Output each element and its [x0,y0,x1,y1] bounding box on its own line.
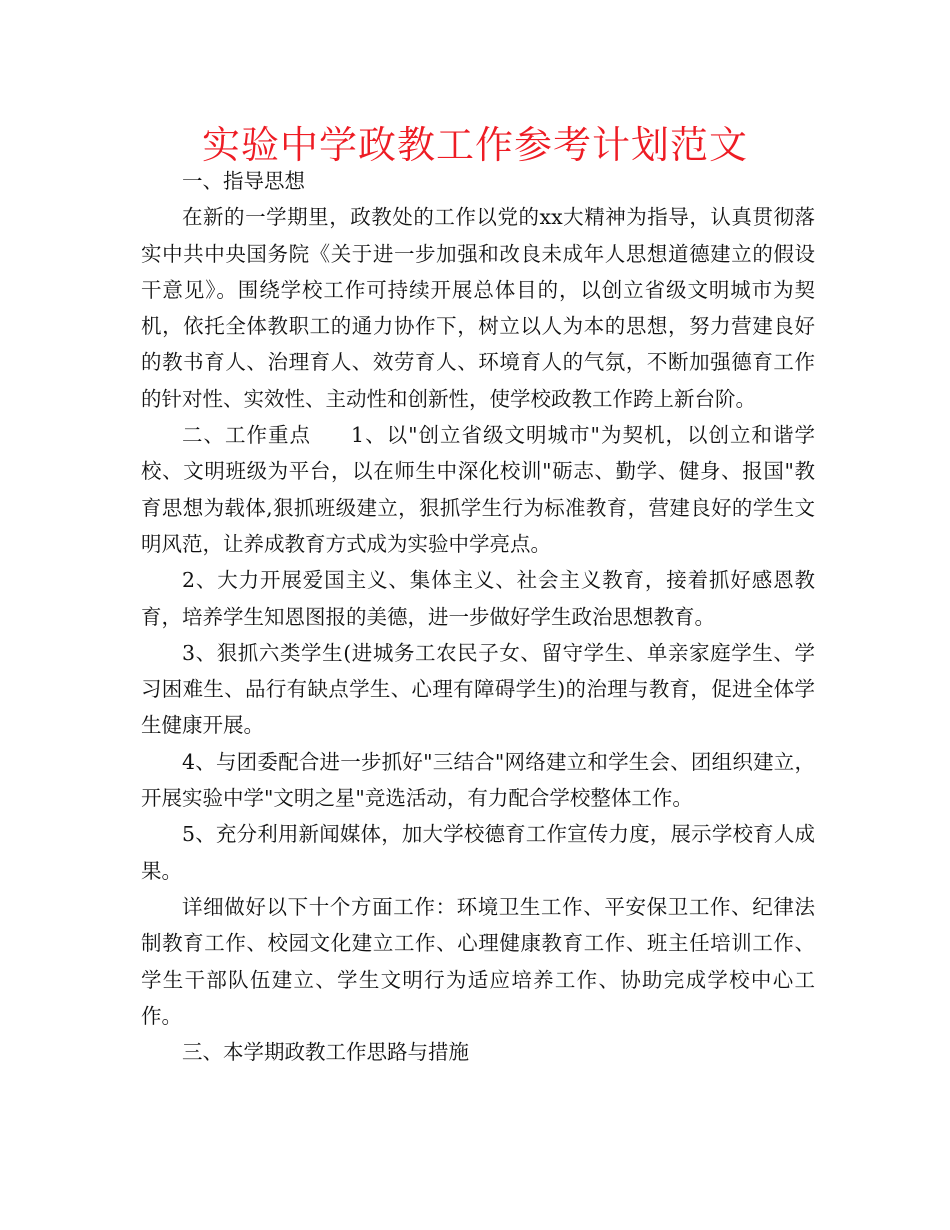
paragraph-key-work-4: 4、与团委配合进一步抓好"三结合"网络建立和学生会、团组织建立，开展实验中学"文明之星"竞选活动，有力配合学校整体工作。 [141,749,815,811]
section-heading-3: 三、本学期政教工作思路与措施 [182,1040,469,1065]
paragraph-key-work-3: 3、狠抓六类学生(进城务工农民子女、留守学生、单亲家庭学生、学习困难生、品行有缺点学生、心理有障碍学生)的治理与教育，促进全体学生健康开展。 [141,640,815,738]
paragraph-key-work-2: 2、大力开展爱国主义、集体主义、社会主义教育，接着抓好感恩教育，培养学生知恩图报的美德，进一步做好学生政治思想教育。 [141,568,815,629]
section-heading-1: 一、指导思想 [182,169,305,193]
paragraph-key-work-1 [141,417,815,562]
document-title: 实验中学政教工作参考计划范文 [201,123,748,167]
paragraph-key-work-5: 5、充分利用新闻媒体，加大学校德育工作宣传力度，展示学校育人成果。 [141,822,815,883]
document-body [141,163,815,1070]
section-heading-2: 二、工作重点 [182,423,312,448]
paragraph-ten-aspects: 详细做好以下十个方面工作：环境卫生工作、平安保卫工作、纪律法制教育工作、校园文化建立工作、心理健康教育工作、班主任培训工作、学生干部队伍建立、学生文明行为适应培养工作、协助完成学校中心工作。 [141,894,815,1028]
key-work-item-1: 1、以"创立省级文明城市"为契机，以创立和谐学校、文明班级为平台，以在师生中深化校训"砺志、勤学、健身、报国"教育思想为载体,狠抓班级建立，狠抓学生行为标准教育，营建良好的学生文明风范，让养成教育方式成为实验中学亮点。 [141,423,816,556]
paragraph-guiding-thought: 在新的一学期里，政教处的工作以党的xx大精神为指导，认真贯彻落实中共中央国务院《关于进一步加强和改良未成年人思想道德建立的假设干意见》。围绕学校工作可持续开展总体目的，以创立省级文明城市为契机，依托全体教职工的通力协作下，树立以人为本的思想，努力营建良好的教书育人、治理育人、效劳育人、环境育人的气氛，不断加强德育工作的针对性、实效性、主动性和创新性，使学校政教工作跨上新台阶。 [141,205,815,411]
